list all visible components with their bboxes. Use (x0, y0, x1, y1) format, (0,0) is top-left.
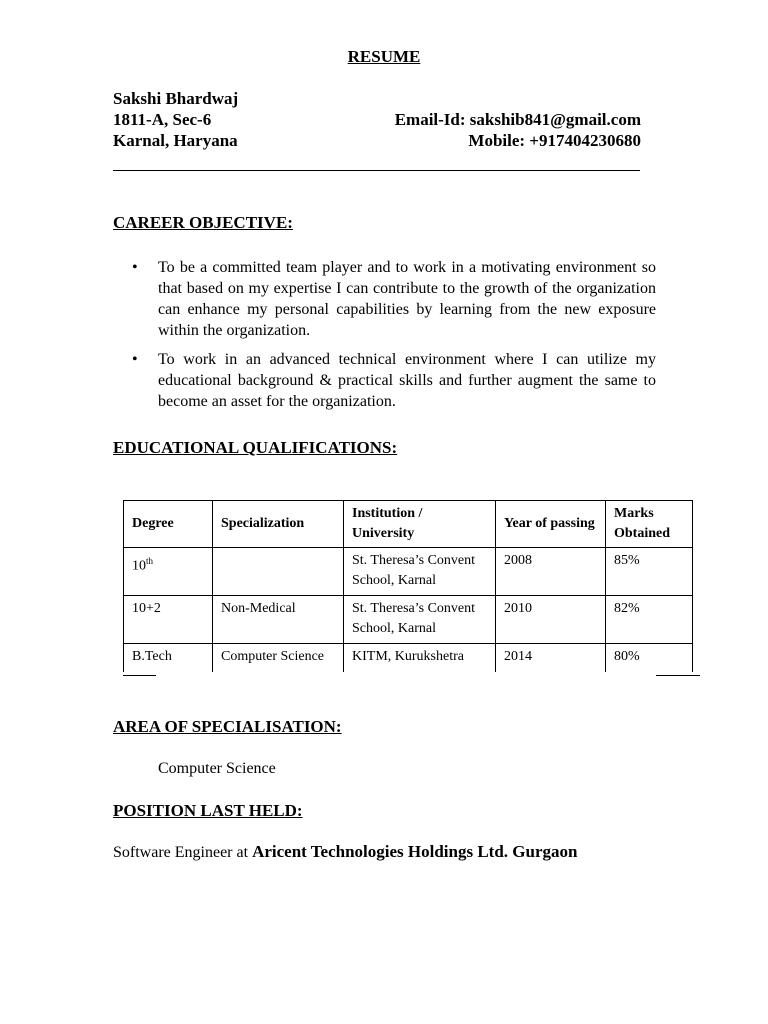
degree-cell: 10+2 (124, 596, 213, 644)
institution-cell: St. Theresa’s Convent School, Karnal (344, 548, 496, 596)
objective-list (113, 257, 656, 420)
degree-cell: B.Tech (124, 644, 213, 673)
table-row (124, 596, 693, 644)
institution-cell: St. Theresa’s Convent School, Karnal (344, 596, 496, 644)
column-header-year: Year of passing (496, 501, 606, 548)
column-header-specialization: Specialization (213, 501, 344, 548)
objective-item (113, 257, 656, 341)
marks-cell: 80% (606, 644, 693, 673)
table-row (124, 644, 693, 673)
header-divider (113, 170, 640, 171)
table-row (124, 548, 693, 596)
degree-value: 10 (132, 558, 146, 574)
company-name: Aricent Technologies Holdings Ltd. Gurgaon (252, 842, 578, 861)
table-header-row (124, 501, 693, 548)
objective-item (113, 349, 656, 412)
marks-cell: 85% (606, 548, 693, 596)
year-cell: 2010 (496, 596, 606, 644)
table-bottom-border-right (656, 675, 700, 676)
education-table (123, 500, 693, 672)
position-prefix: Software Engineer at (113, 844, 253, 861)
year-cell: 2014 (496, 644, 606, 673)
specialisation-value: Computer Science (158, 760, 276, 777)
mobile-number: Mobile: +917404230680 (468, 131, 641, 150)
column-header-marks: Marks Obtained (606, 501, 693, 548)
column-header-institution: Institution / University (344, 501, 496, 548)
address-line-2: Karnal, Haryana (113, 131, 238, 150)
specialisation-heading: AREA OF SPECIALISATION: (113, 717, 342, 736)
position-heading: POSITION LAST HELD: (113, 801, 303, 820)
specialization-cell (213, 548, 344, 596)
email-id: Email-Id: sakshib841@gmail.com (394, 110, 641, 129)
degree-cell (124, 548, 213, 596)
bullet-icon: • (132, 259, 138, 276)
applicant-name: Sakshi Bhardwaj (113, 89, 239, 108)
marks-cell: 82% (606, 596, 693, 644)
resume-title: RESUME (347, 47, 421, 66)
address-line-1: 1811-A, Sec-6 (113, 110, 212, 129)
year-cell: 2008 (496, 548, 606, 596)
objective-text: To work in an advanced technical environment where I can utilize my educational background & practical skills and further augment the same to become an asset for the organization. (158, 351, 656, 410)
degree-superscript: th (146, 556, 154, 566)
institution-cell: KITM, Kurukshetra (344, 644, 496, 673)
specialization-cell: Computer Science (213, 644, 344, 673)
bullet-icon: • (132, 351, 138, 368)
column-header-degree: Degree (124, 501, 213, 548)
position-line (113, 842, 577, 862)
specialization-cell: Non-Medical (213, 596, 344, 644)
career-objective-heading: CAREER OBJECTIVE: (113, 213, 293, 232)
table-bottom-border-left (123, 675, 156, 676)
education-heading: EDUCATIONAL QUALIFICATIONS: (113, 438, 398, 457)
objective-text: To be a committed team player and to work in a motivating environment so that based on my expertise I can contribute to the growth of the organization can enhance my personal capabilities by learning from the new exposure within the organization. (158, 259, 656, 339)
